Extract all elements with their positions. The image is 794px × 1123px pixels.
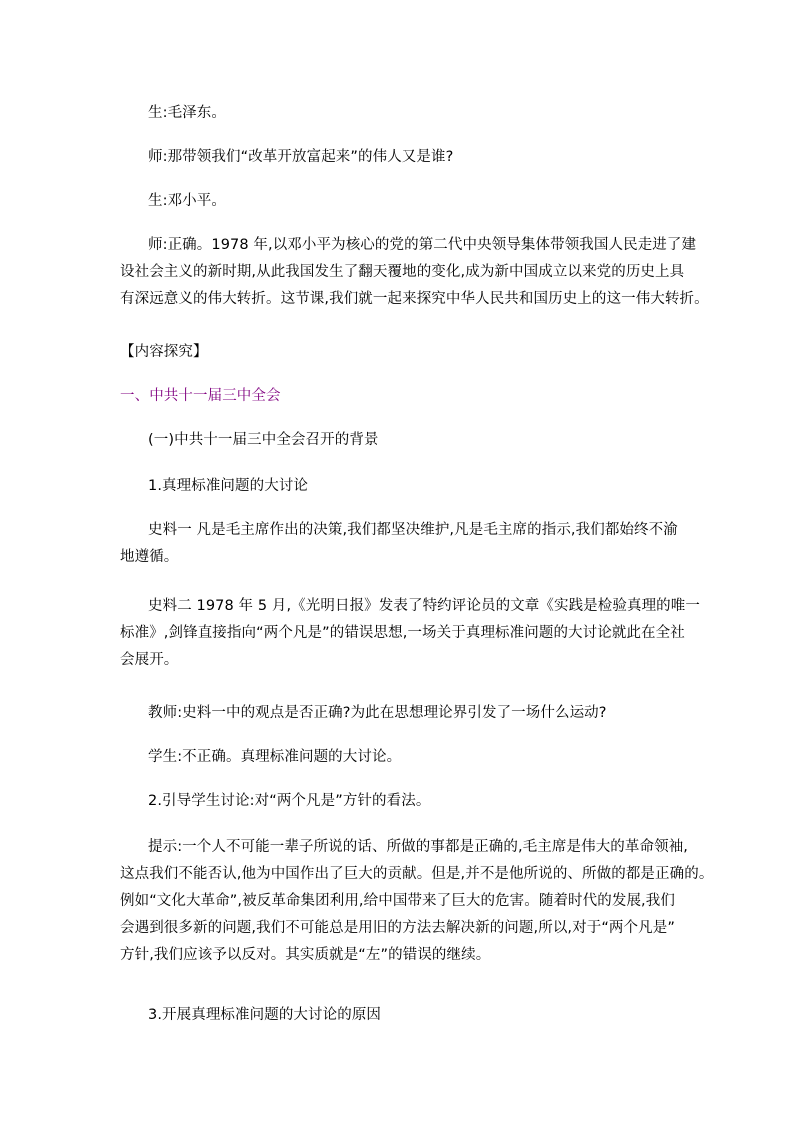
text-line: 学生:不正确。真理标准问题的大讨论。	[148, 749, 402, 765]
text-line: 生:毛泽东。	[148, 105, 226, 121]
text-line: 标准》,剑锋直接指向“两个凡是”的错误思想,一场关于真理标准问题的大讨论就此在全社	[120, 625, 685, 641]
text-line: 师:那带领我们“改革开放富起来”的伟人又是谁?	[148, 149, 454, 165]
paragraph-student-answer-2	[148, 188, 680, 215]
text-line: (一)中共十一届三中全会召开的背景	[148, 432, 379, 448]
item-heading-3	[148, 1002, 680, 1029]
section-label	[120, 339, 680, 366]
item-heading-1	[148, 473, 680, 500]
text-line: 教师:史料一中的观点是否正确?为此在思想理论界引发了一场什么运动?	[148, 705, 607, 721]
text-line: 例如“文化大革命”,被反革命集团利用,给中国带来了巨大的危害。随着时代的发展,我们	[120, 893, 675, 909]
text-line: 师:正确。1978 年,以邓小平为核心的党的第二代中央领导集体带领我国人民走进了建	[148, 237, 697, 253]
student-answer	[148, 744, 680, 771]
subheading	[148, 427, 680, 454]
text-line: 生:邓小平。	[148, 193, 226, 209]
text-line: 有深远意义的伟大转折。这节课,我们就一起来探究中华人民共和国历史上的这一伟大转折。	[120, 291, 709, 307]
text-line: 地遵循。	[120, 549, 179, 565]
section-heading	[120, 383, 680, 410]
text-line: 会遇到很多新的问题,我们不可能总是用旧的方法去解决新的问题,所以,对于“两个凡是”	[120, 920, 675, 936]
text-line: 设社会主义的新时期,从此我国发生了翻天覆地的变化,成为新中国成立以来党的历史上具	[120, 264, 685, 280]
text-line: 提示:一个人不可能一辈子所说的话、所做的事都是正确的,毛主席是伟大的革命领袖,	[148, 839, 688, 855]
hint-paragraph	[120, 834, 714, 969]
item-heading-2	[148, 788, 680, 815]
paragraph-student-answer-1	[148, 100, 680, 127]
historical-source-2	[120, 593, 700, 674]
text-line: 3.开展真理标准问题的大讨论的原因	[148, 1007, 382, 1023]
historical-source-1	[120, 517, 680, 571]
paragraph-teacher-explanation	[120, 232, 709, 313]
text-line: 2.引导学生讨论:对“两个凡是”方针的看法。	[148, 793, 431, 809]
text-line: 史料二 1978 年 5 月,《光明日报》发表了特约评论员的文章《实践是检验真理的唯一	[148, 598, 700, 614]
text-line: 方针,我们应该予以反对。其实质就是“左”的错误的继续。	[120, 947, 491, 963]
text-line: 一、中共十一届三中全会	[120, 388, 281, 404]
paragraph-teacher-question	[148, 144, 680, 171]
teacher-question	[148, 700, 680, 727]
text-line: 【内容探究】	[120, 344, 208, 360]
text-line: 会展开。	[120, 652, 179, 668]
text-line: 史料一 凡是毛主席作出的决策,我们都坚决维护,凡是毛主席的指示,我们都始终不渝	[148, 522, 678, 538]
text-line: 1.真理标准问题的大讨论	[148, 478, 309, 494]
text-line: 这点我们不能否认,他为中国作出了巨大的贡献。但是,并不是他所说的、所做的都是正确的。	[120, 866, 714, 882]
